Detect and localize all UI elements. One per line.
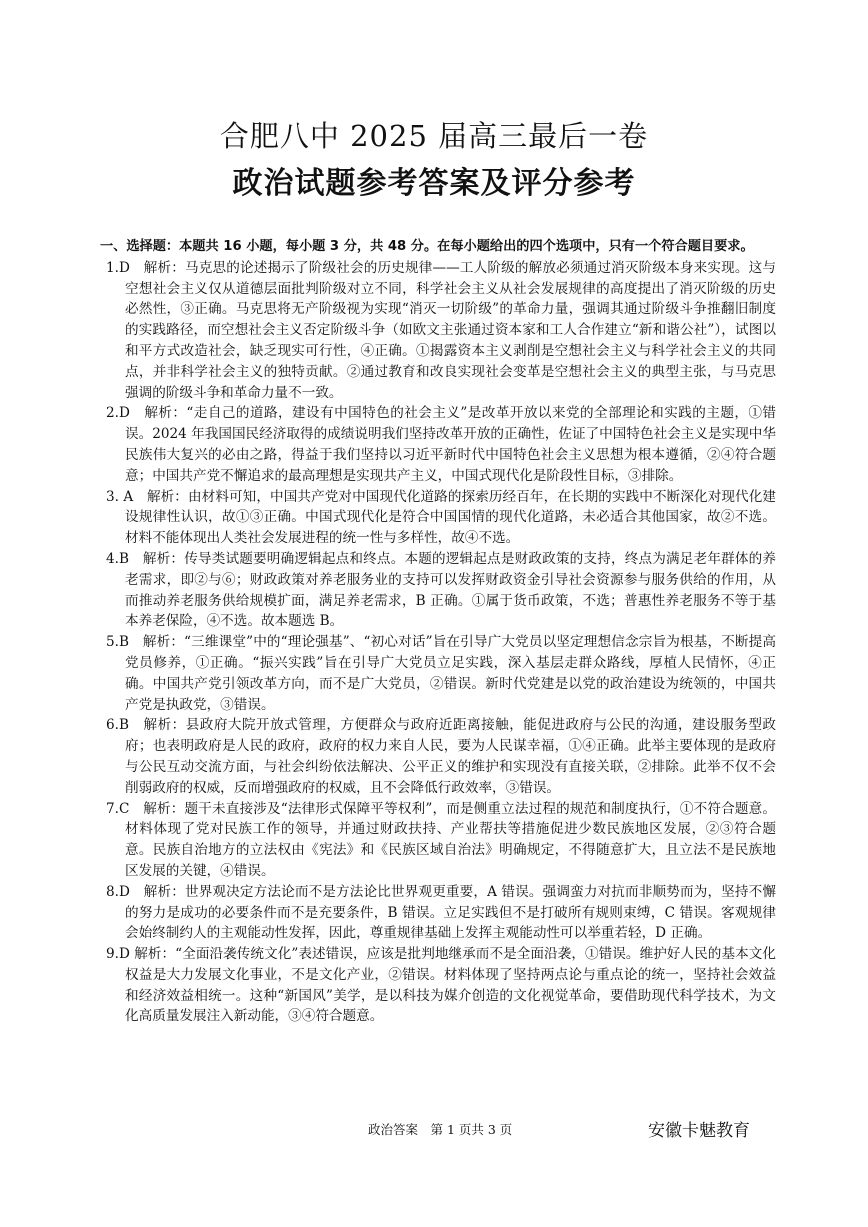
question-6-answer: 6.B 解析：县政府大院开放式管理，方便群众与政府近距离接触，能促进政府与公民的沟通，建设服务型政府；也表明政府是人民的政府，政府的权力来自人民，要为人民谋幸福，①④正确。此举主要体现的是政府与公民互动交流方面，与社会纠纷依法解决、公平正义的维护和实现没有直接关联，②排除。此举不仅不会削弱政府的权威，反而增强政府的权威，且不会降低行政效率，③错误。 [106,717,776,796]
question-5-answer: 5.B 解析：“三维课堂”中的“理论强基”、“初心对话”旨在引导广大党员以坚定理想信念宗旨为根基，不断提高党员修养，①正确。“振兴实践”旨在引导广大党员立足实践，深入基层走群众路线，厚植人民情怀，④正确。中国共产党引领改革方向，而不是广大党员，②错误。新时代党建是以党的政治建设为统领的，中国共产党是执政党，③错误。 [106,634,776,713]
question-2-answer: 2.D 解析：“走自己的道路，建设有中国特色的社会主义”是改革开放以来党的全部理论和实践的主题，①错误。2024 年我国国民经济取得的成绩说明我们坚持改革开放的正确性，佐证了中国特色社会主义是实现中华民族伟大复兴的必由之路，得益于我们坚持以习近平新时代中国特色社会主义思想为根本遵循，②④符合题意；中国共产党不懈追求的最高理想是实现共产主义，中国式现代化是阶段性目标，③排除。 [106,405,776,484]
section-heading: 一、选择题：本题共 16 小题，每小题 3 分，共 48 分。在每小题给出的四个选项中，只有一个符合题目要求。 [100,239,754,254]
publisher-watermark: 安徽卡魅教育 [648,1121,750,1141]
answer-key-title: 政治试题参考答案及评分参考 [232,166,636,201]
question-4-answer: 4.B 解析：传导类试题要明确逻辑起点和终点。本题的逻辑起点是财政政策的支持，终点为满足老年群体的养老需求，即②与⑥；财政政策对养老服务业的支持可以发挥财政资金引导社会资源参与服务供给的作用，从而推动养老服务供给规模扩面，满足养老需求，B 正确。①属于货币政策，不选；普惠性养老服务不等于基本养老保险，④不选。故本题选 B。 [106,550,776,630]
question-8-answer: 8.D 解析：世界观决定方法论而不是方法论比世界观更重要，A 错误。强调蛮力对抗而非顺势而为，坚持不懈的努力是成功的必要条件而不是充要条件，B 错误。立足实践但不是打破所有规则束缚，C 错误。客观规律会始终制约人的主观能动性发挥，因此，尊重规律基础上发挥主观能动性可以举重若轻，D 正确。 [106,883,776,942]
question-1-answer: 1.D 解析：马克思的论述揭示了阶级社会的历史规律——工人阶级的解放必须通过消灭阶级本身来实现。这与空想社会主义仅从道德层面批判阶级对立不同，科学社会主义从社会发展规律的高度提出了消灭阶级的历史必然性，③正确。马克思将无产阶级视为实现“消灭一切阶级”的革命力量，强调其通过阶级斗争推翻旧制度的实践路径，而空想社会主义否定阶级斗争（如欧文主张通过资本家和工人合作建立“新和谐公社”），试图以和平方式改造社会，缺乏现实可行性，④正确。①揭露资本主义剥削是空想社会主义与科学社会主义的共同点，并非科学社会主义的独特贡献。②通过教育和改良实现社会变革是空想社会主义的典型主张，与马克思强调的阶级斗争和革命力量不一致。 [106,259,776,401]
question-9-answer: 9.D 解析：“全面沿袭传统文化”表述错误，应该是批判地继承而不是全面沿袭，①错误。维护好人民的基本文化权益是大力发展文化事业，不是文化产业，②错误。材料体现了坚持两点论与重点论的统一，坚持社会效益和经济效益相统一。这种“新国风”美学，是以科技为媒介创造的文化视觉革命，要借助现代科学技术，为文化高质量发展注入新动能，③④符合题意。 [106,946,776,1025]
question-3-answer: 3. A 解析：由材料可知，中国共产党对中国现代化道路的探索历经百年，在长期的实践中不断深化对现代化建设规律性认识，故①③正确。中国式现代化是符合中国国情的现代化道路，未必适合其他国家，故②不选。材料不能体现出人类社会发展进程的统一性与多样性，故④不选。 [106,488,776,547]
question-7-answer: 7.C 解析：题干未直接涉及“法律形式保障平等权利”，而是侧重立法过程的规范和制度执行，①不符合题意。材料体现了党对民族工作的领导，并通过财政扶持、产业帮扶等措施促进少数民族地区发展，②③符合题意。民族自治地方的立法权由《宪法》和《民族区域自治法》明确规定，不得随意扩大，且立法不是民族地区发展的关键，④错误。 [106,800,776,879]
page-number: 政治答案 第 1 页共 3 页 [368,1122,513,1137]
answer-content [100,237,776,1027]
school-exam-title: 合肥八中 2025 届高三最后一卷 [219,119,649,153]
